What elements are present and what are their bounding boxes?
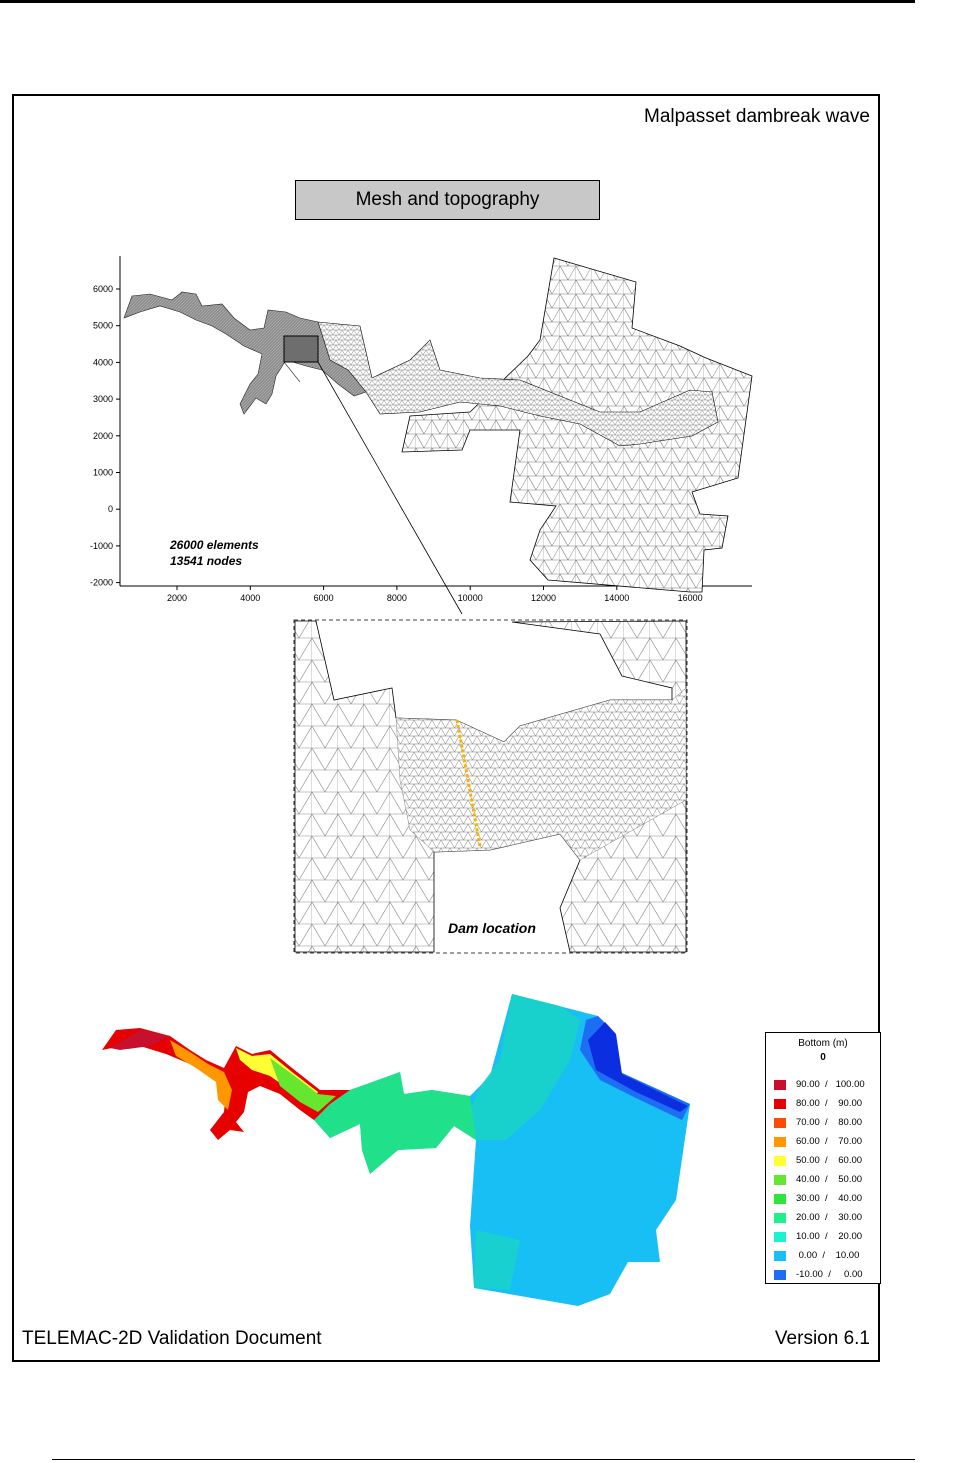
legend-swatch [774,1270,786,1280]
legend-entry [774,1136,878,1148]
x-tick-label: 14000 [604,593,630,603]
legend-range: 70.00 / 80.00 [796,1117,863,1128]
y-tick-label: 0 [107,504,113,515]
legend-entry [774,1117,878,1129]
y-tick-label: 1000 [92,467,113,478]
legend-entry [774,1212,878,1224]
legend-swatch [774,1194,786,1204]
figure-title: Malpasset dambreak wave [644,106,870,127]
dam-zoom-view [294,620,687,953]
document-version: Version 6.1 [774,1328,870,1349]
legend-range: 80.00 / 90.00 [796,1098,863,1109]
dam-zoom-marker [284,336,318,362]
legend-title: Bottom (m) [798,1038,848,1049]
x-tick-label: 12000 [530,593,557,603]
x-tick-label: 8000 [386,593,407,603]
legend-swatch [774,1137,786,1147]
legend-range: 10.00 / 20.00 [796,1231,863,1242]
legend-entry [774,1269,878,1281]
legend-range: 30.00 / 40.00 [796,1193,863,1204]
x-tick-label: 6000 [313,593,334,603]
x-tick-label: 4000 [240,593,261,603]
legend-range: 0.00 / 10.00 [796,1250,860,1261]
legend-range: 60.00 / 70.00 [796,1136,863,1147]
legend-range: 90.00 / 100.00 [796,1079,865,1090]
x-tick-label: 2000 [166,593,188,603]
topography-map [102,994,690,1306]
y-axis-ticks [90,284,120,588]
legend-entry [774,1155,878,1167]
y-tick-label: 2000 [92,430,113,441]
element-count: 26000 elements [170,538,259,552]
y-tick-label: -1000 [89,540,113,551]
section-heading: Mesh and topography [295,180,600,220]
y-tick-label: 4000 [92,357,113,368]
legend-swatch [774,1251,786,1261]
x-axis-ticks [167,586,703,603]
legend-swatch [774,1080,786,1090]
legend-range: 20.00 / 30.00 [796,1212,863,1223]
legend-entry [774,1193,878,1205]
bottom-elevation-legend [765,1032,881,1284]
legend-entry [774,1174,878,1186]
y-tick-label: 6000 [92,284,113,294]
x-tick-label: 16000 [677,593,703,603]
document-name: TELEMAC-2D Validation Document [22,1328,322,1349]
legend-swatch [774,1099,786,1109]
legend-entry [774,1079,878,1091]
dam-location-label: Dam location [448,920,536,936]
legend-range: -10.00 / 0.00 [796,1269,863,1280]
footer-rule [52,1459,915,1460]
x-tick-label: 10000 [457,593,483,603]
legend-range: 50.00 / 60.00 [796,1155,863,1166]
legend-swatch [774,1118,786,1128]
legend-swatch [774,1156,786,1166]
y-tick-label: 5000 [92,320,113,331]
legend-entry [774,1098,878,1110]
y-tick-label: -2000 [89,577,113,588]
legend-entry [774,1231,878,1243]
legend-swatch [774,1232,786,1242]
node-count: 13541 nodes [170,554,243,568]
legend-range: 40.00 / 50.00 [796,1174,863,1185]
legend-entry [774,1250,878,1262]
legend-subtitle: 0 [820,1052,826,1063]
legend-swatch [774,1175,786,1185]
legend-swatch [774,1213,786,1223]
y-tick-label: 3000 [92,394,113,405]
